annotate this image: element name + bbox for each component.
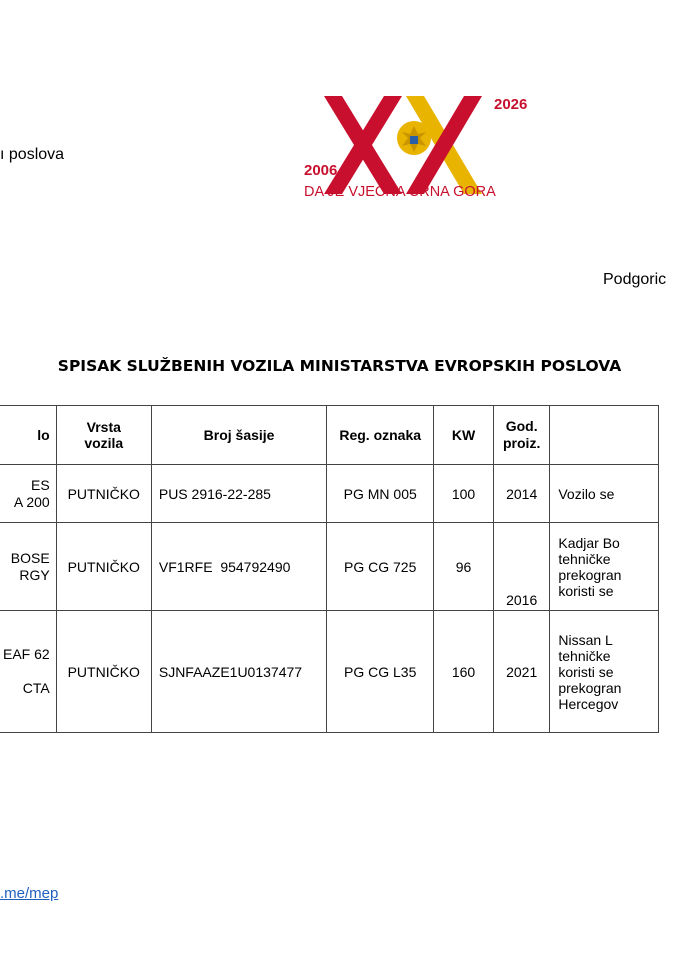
cell-note: Nissan L tehničke koristi se prekogran Hercegov <box>550 611 659 733</box>
header-note <box>550 406 659 465</box>
document-title: SPISAK SLUŽBENIH VOZILA MINISTARSTVA EVROPSKIH POSLOVA <box>57 357 622 375</box>
cell-year: 2016 <box>494 523 550 611</box>
cell-type: PUTNIČKO <box>56 611 151 733</box>
cell-chassis: SJNFAAZE1U0137477 <box>151 611 326 733</box>
cell-kw: 100 <box>434 465 494 523</box>
cell-note: Vozilo se <box>550 465 659 523</box>
table-row <box>0 523 659 611</box>
logo-year-end: 2026 <box>494 96 528 113</box>
cell-model: BOSE RGY <box>0 523 56 611</box>
cell-year: 2014 <box>494 465 550 523</box>
logo-slogan: DA JE VJEČNA CRNA GORA <box>304 184 496 200</box>
logo-year-start: 2006 <box>304 162 338 179</box>
cell-kw: 96 <box>434 523 494 611</box>
header-reg: Reg. oznaka <box>327 406 434 465</box>
cell-model: ES A 200 <box>0 465 56 523</box>
header-model: lo <box>0 406 56 465</box>
cell-kw: 160 <box>434 611 494 733</box>
cell-model: EAF 62 CTA <box>0 611 56 733</box>
cell-chassis: VF1RFE 954792490 <box>151 523 326 611</box>
header-type: Vrsta vozila <box>56 406 151 465</box>
cell-chassis: PUS 2916-22-285 <box>151 465 326 523</box>
header-year: God. proiz. <box>494 406 550 465</box>
website-link[interactable]: .me/mep <box>0 885 59 902</box>
cell-year: 2021 <box>494 611 550 733</box>
cell-type: PUTNIČKO <box>56 523 151 611</box>
cell-reg: PG MN 005 <box>327 465 434 523</box>
anniversary-logo <box>286 82 548 212</box>
cell-reg: PG CG L35 <box>327 611 434 733</box>
vehicle-table <box>0 405 659 733</box>
place-date: Podgoric <box>603 271 667 288</box>
header-kw: KW <box>434 406 494 465</box>
ministry-name: ı poslova <box>0 146 65 163</box>
cell-type: PUTNIČKO <box>56 465 151 523</box>
cell-reg: PG CG 725 <box>327 523 434 611</box>
table-row <box>0 611 659 733</box>
table-header-row <box>0 406 659 465</box>
table-row <box>0 465 659 523</box>
header-chassis: Broj šasije <box>151 406 326 465</box>
cell-note: Kadjar Bo tehničke prekogran koristi se <box>550 523 659 611</box>
